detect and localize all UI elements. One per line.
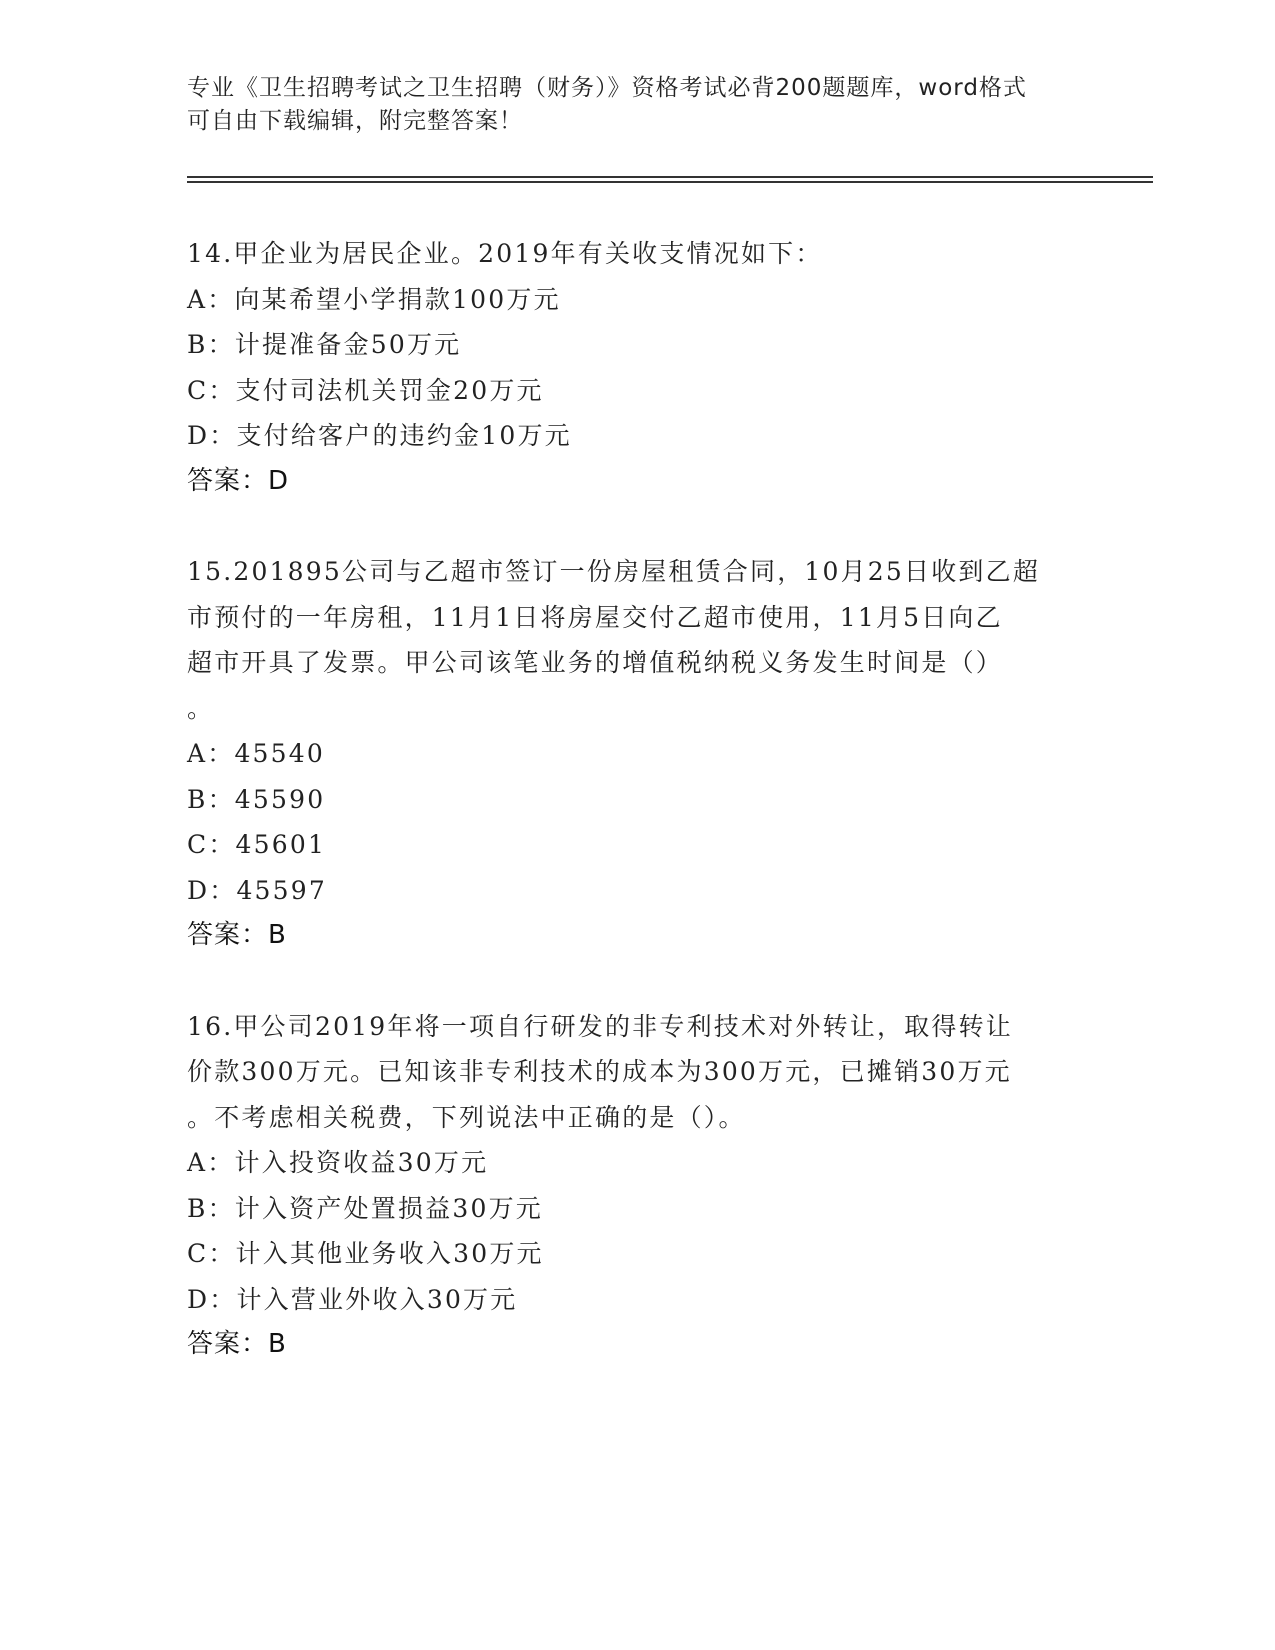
question-text-line: 15.201895公司与乙超市签订一份房屋租赁合同，10月25日收到乙超 — [187, 557, 1041, 586]
answer-line: 答案：B — [187, 920, 287, 950]
option-d: D：计入营业外收入30万元 — [187, 1284, 518, 1314]
option-b: B：计入资产处置损益30万元 — [187, 1193, 543, 1223]
option-c: C：计入其他业务收入30万元 — [187, 1239, 544, 1268]
option-a: A：向某希望小学捐款100万元 — [187, 284, 561, 314]
header-divider-top — [187, 176, 1153, 178]
option-d: D：支付给客户的违约金10万元 — [187, 421, 572, 450]
header-divider-bottom — [187, 181, 1153, 183]
question-15 — [187, 549, 1087, 959]
question-text-line: 超市开具了发票。甲公司该笔业务的增值税纳税义务发生时间是（） — [187, 648, 1004, 677]
document-header — [187, 72, 1087, 138]
answer-line: 答案：D — [187, 465, 290, 496]
question-text-line: 14.甲企业为居民企业。2019年有关收支情况如下： — [187, 239, 823, 268]
option-c: C：支付司法机关罚金20万元 — [187, 375, 544, 405]
question-text-line: 。 — [187, 693, 215, 723]
option-b: B：45590 — [187, 784, 326, 814]
question-text-line: 价款300万元。已知该非专利技术的成本为300万元，已摊销30万元 — [187, 1057, 1012, 1086]
option-a: A：计入投资收益30万元 — [187, 1148, 489, 1177]
header-line-1: 专业《卫生招聘考试之卫生招聘（财务）》资格考试必背200题题库，word格式 — [187, 75, 1027, 101]
option-a: A：45540 — [187, 739, 325, 768]
question-list — [187, 231, 1087, 1413]
question-text-line: 16.甲公司2019年将一项自行研发的非专利技术对外转让，取得转让 — [187, 1011, 1013, 1041]
header-line-2: 可自由下载编辑，附完整答案！ — [187, 108, 523, 134]
question-14 — [187, 231, 1087, 504]
option-d: D：45597 — [187, 875, 327, 905]
option-c: C：45601 — [187, 830, 327, 859]
answer-line: 答案：B — [187, 1329, 287, 1359]
question-text-line: 。不考虑相关税费，下列说法中正确的是（）。 — [187, 1102, 746, 1132]
option-b: B：计提准备金50万元 — [187, 330, 462, 359]
question-16 — [187, 1004, 1087, 1368]
question-text-line: 市预付的一年房租，11月1日将房屋交付乙超市使用，11月5日向乙 — [187, 602, 1003, 632]
